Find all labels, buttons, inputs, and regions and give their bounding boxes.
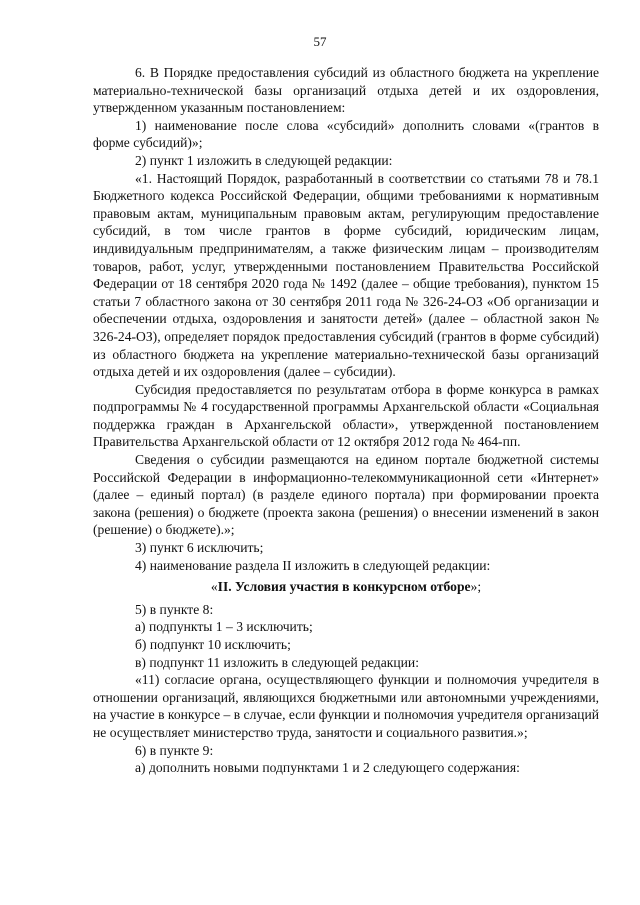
section-heading <box>93 578 599 596</box>
paragraph-subitem-6: 6) в пункте 9: <box>135 742 214 758</box>
paragraph-quoted-point-11: «11) согласие органа, осуществляющего функции и полномочия учредителя в отношении организаций, являющихся бюджетными или автономными учреждениями, на участие в конкурсе – в случае, если функции и полномочия учредителя организаций не осуществляет министерство труда, занятости и социального развития.»; <box>93 672 599 740</box>
paragraph-subitem-3: 3) пункт 6 исключить; <box>135 540 264 556</box>
paragraph-item-6: 6. В Порядке предоставления субсидий из областного бюджета на укрепление материально-технической базы организаций отдыха детей и их оздоровления, утвержденном указанным постановлением: <box>93 65 599 116</box>
paragraph-subsidy-info: Сведения о субсидии размещаются на едином портале бюджетной системы Российской Федерации в информационно-телекоммуникационной сети «Интернет» (далее – единый портал) (в разделе единого портала) при формировании проекта закона (решения) о бюджете (проекта закона (решения) о внесении изменений в закон (решение) о бюджете).»; <box>93 452 599 538</box>
document-body <box>93 64 599 777</box>
paragraph-subsidy-competition: Субсидия предоставляется по результатам отбора в форме конкурса в рамках подпрограммы № 4 государственной программы Архангельской области «Социальная поддержка граждан в Архангельской области», утвержденной постановлением Правительства Архангельской области от 12 октября 2012 года № 464-пп. <box>93 381 599 450</box>
paragraph-subitem-4: 4) наименование раздела II изложить в следующей редакции: <box>135 557 491 573</box>
paragraph-subitem-1: 1) наименование после слова «субсидий» дополнить словами «(грантов в форме субсидий)»; <box>93 117 599 151</box>
heading-open-quote: « <box>210 579 218 595</box>
paragraph-subitem-5: 5) в пункте 8: <box>135 601 214 617</box>
page-number: 57 <box>313 34 327 49</box>
heading-title: II. Условия участия в конкурсном отборе <box>217 579 471 595</box>
paragraph-quoted-point-1: «1. Настоящий Порядок, разработанный в соответствии со статьями 78 и 78.1 Бюджетного кодекса Российской Федерации, общими требованиями к нормативным правовым актам, муниципальным правовым актам, регулирующим предоставление субсидий, в том числе грантов в форме субсидий, юридическим лицам, индивидуальным предпринимателям, а также физическим лицам – производителям товаров, работ, услуг, утвержденными постановлением Правительства Российской Федерации от 18 сентября 2020 года № 1492 (далее – общие требования), пунктом 15 статьи 7 областного закона от 30 сентября 2011 года № 326-24-ОЗ «Об организации и обеспечении отдыха, оздоровления и занятости детей» (далее – областной закон № 326-24-ОЗ), определяет порядок предоставления субсидий (грантов в форме субсидий) из областного бюджета на укрепление материально-технической базы организаций отдыха детей и их оздоровления (далее – субсидии). <box>93 170 599 380</box>
heading-close-quote: »; <box>470 579 482 595</box>
paragraph-subitem-5a: а) подпункты 1 – 3 исключить; <box>135 619 313 635</box>
paragraph-subitem-6a: а) дополнить новыми подпунктами 1 и 2 следующего содержания: <box>135 760 520 776</box>
paragraph-subitem-5b: б) подпункт 10 исключить; <box>135 637 291 652</box>
paragraph-subitem-2: 2) пункт 1 изложить в следующей редакции: <box>135 152 393 168</box>
paragraph-subitem-5v: в) подпункт 11 изложить в следующей редакции: <box>135 654 419 670</box>
